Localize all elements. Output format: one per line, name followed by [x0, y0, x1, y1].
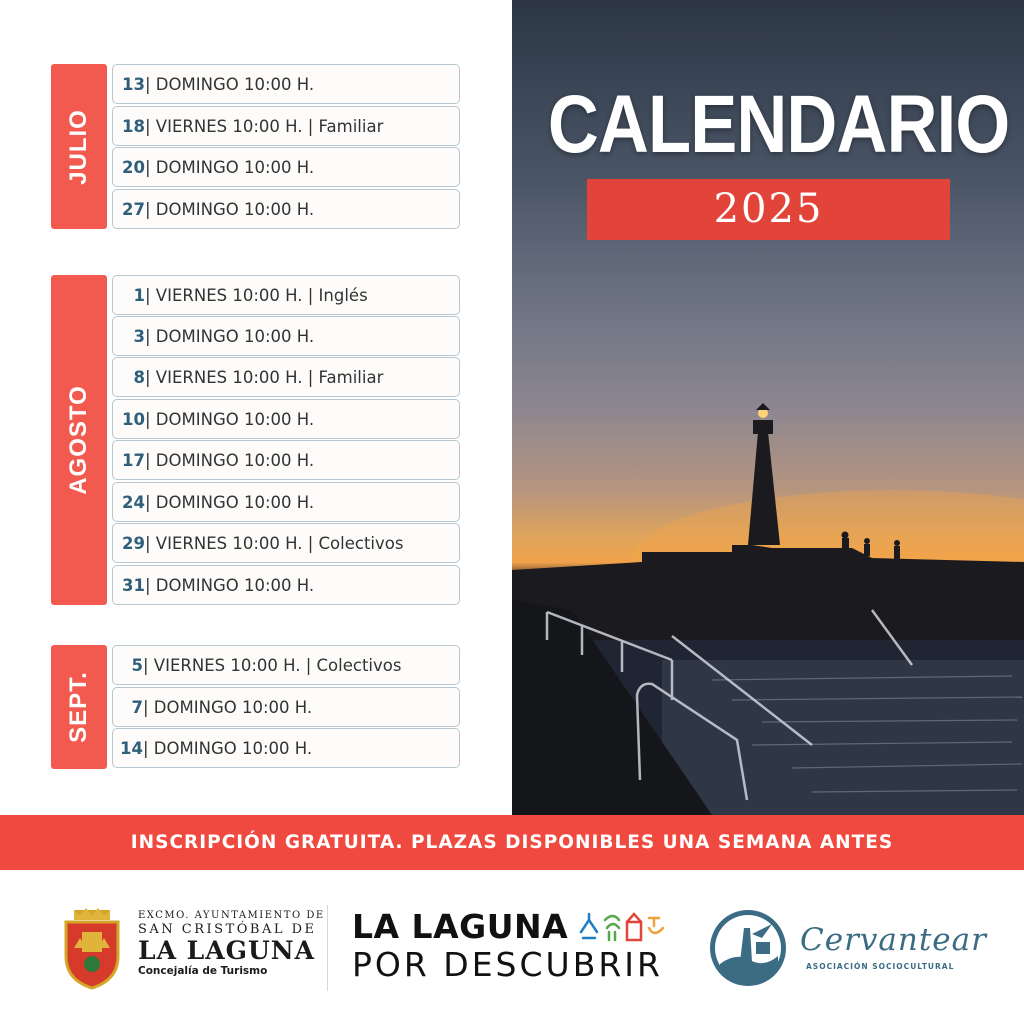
date-row — [112, 645, 460, 685]
month-label: JULIO — [65, 108, 92, 185]
cervantear-subtitle: ASOCIACIÓN SOCIOCULTURAL — [806, 962, 955, 971]
coat-of-arms-icon — [60, 908, 124, 994]
date-day: 24 — [122, 492, 145, 512]
date-detail: | DOMINGO 10:00 H. — [145, 157, 315, 177]
month-tab-julio — [51, 64, 107, 229]
date-day: 10 — [122, 409, 145, 429]
footer-divider — [327, 905, 328, 991]
month-label: AGOSTO — [65, 385, 93, 495]
date-day: 1 — [133, 285, 145, 305]
date-detail: | DOMINGO 10:00 H. — [145, 492, 315, 512]
registration-banner — [0, 815, 1024, 870]
date-detail: | DOMINGO 10:00 H. — [145, 409, 315, 429]
month-label: SEPT. — [65, 671, 93, 743]
cervantear-emblem-icon — [706, 906, 790, 994]
date-detail: | DOMINGO 10:00 H. — [143, 738, 313, 758]
date-day: 17 — [122, 450, 145, 470]
date-detail: | DOMINGO 10:00 H. — [145, 575, 315, 595]
date-day: 27 — [122, 199, 145, 219]
date-row — [112, 357, 460, 397]
brand-line1: LA LAGUNA — [352, 907, 569, 946]
date-detail: | DOMINGO 10:00 H. — [145, 74, 315, 94]
date-row — [112, 106, 460, 146]
date-row — [112, 399, 460, 439]
calendar-title: CALENDARIO — [547, 79, 1010, 170]
date-detail: | DOMINGO 10:00 H. — [145, 326, 315, 346]
date-detail: | DOMINGO 10:00 H. — [145, 199, 315, 219]
laguna-pictograms-icon — [579, 910, 671, 948]
date-row — [112, 189, 460, 229]
date-detail: | VIERNES 10:00 H. | Colectivos — [145, 533, 404, 553]
date-row — [112, 482, 460, 522]
footer — [0, 870, 1024, 1024]
brand-line2: POR DESCUBRIR — [352, 945, 663, 984]
date-row — [112, 523, 460, 563]
date-day: 29 — [122, 533, 145, 553]
date-detail: | VIERNES 10:00 H. | Colectivos — [143, 655, 402, 675]
date-row — [112, 275, 460, 315]
ayto-line1: EXCMO. AYUNTAMIENTO DE — [138, 910, 325, 921]
date-day: 18 — [122, 116, 145, 136]
cervantear-name: Cervantear — [800, 922, 987, 958]
ayuntamiento-logo — [138, 910, 325, 977]
date-day: 7 — [131, 697, 143, 717]
month-tab-sept — [51, 645, 107, 769]
date-row — [112, 64, 460, 104]
date-day: 31 — [122, 575, 145, 595]
date-detail: | DOMINGO 10:00 H. — [145, 450, 315, 470]
date-day: 13 — [122, 74, 145, 94]
date-detail: | VIERNES 10:00 H. | Inglés — [145, 285, 368, 305]
banner-text: INSCRIPCIÓN GRATUITA. PLAZAS DISPONIBLES UNA SEMANA ANTES — [130, 832, 894, 853]
date-detail: | VIERNES 10:00 H. | Familiar — [145, 116, 384, 136]
calendar-year-badge: 2025 — [587, 179, 950, 240]
date-detail: | DOMINGO 10:00 H. — [143, 697, 313, 717]
date-row — [112, 565, 460, 605]
ayto-line4: Concejalía de Turismo — [138, 965, 268, 977]
month-tab-agosto — [51, 275, 107, 605]
ayto-line3: LA LAGUNA — [138, 936, 316, 965]
date-row — [112, 687, 460, 727]
cervantear-logo — [800, 922, 987, 971]
date-day: 5 — [131, 655, 143, 675]
date-day: 8 — [133, 367, 145, 387]
date-row — [112, 728, 460, 768]
date-day: 14 — [120, 738, 143, 758]
date-row — [112, 147, 460, 187]
date-detail: | VIERNES 10:00 H. | Familiar — [145, 367, 384, 387]
date-day: 3 — [133, 326, 145, 346]
date-day: 20 — [122, 157, 145, 177]
date-row — [112, 316, 460, 356]
date-row — [112, 440, 460, 480]
ayto-line2: SAN CRISTÓBAL DE — [138, 922, 317, 937]
